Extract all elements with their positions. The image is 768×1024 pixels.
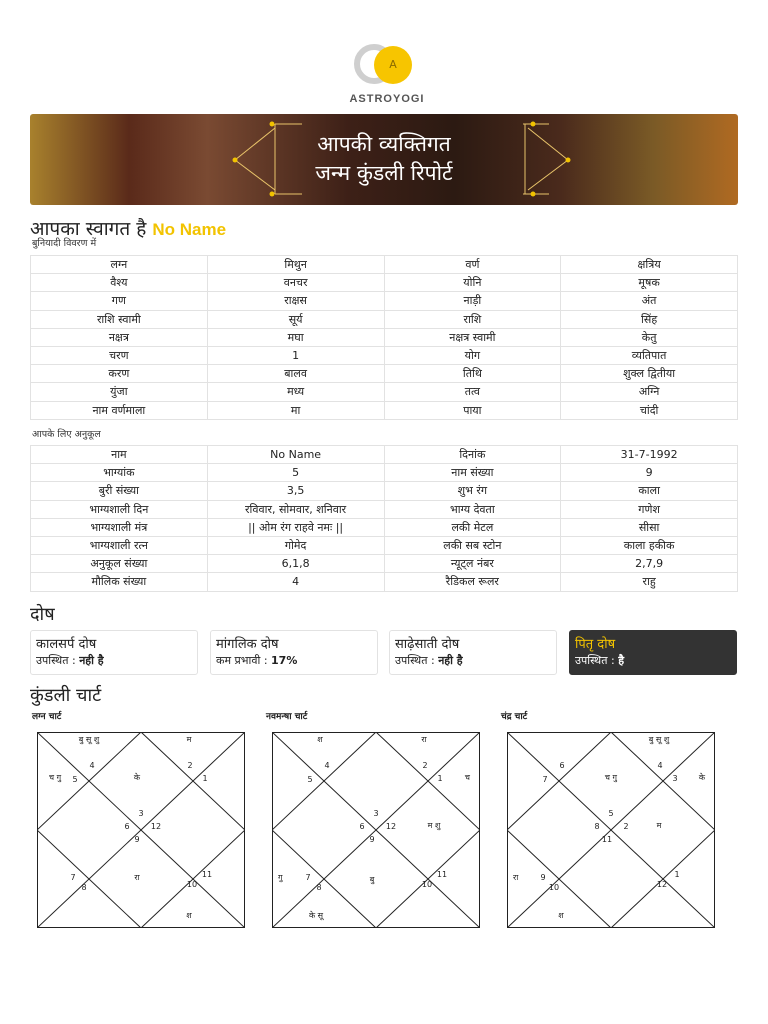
- favorable-row: [31, 446, 738, 464]
- house-number: 9: [540, 873, 546, 882]
- planet-label: गु: [278, 873, 283, 882]
- dosha-name: कालसर्प दोष: [36, 637, 97, 652]
- table-label-cell: वर्ण: [384, 256, 561, 274]
- table-label-cell: अनुकूल संख्या: [31, 555, 208, 573]
- table-value-cell: 3,5: [207, 482, 384, 500]
- basic-row: [31, 383, 738, 401]
- logo-sun-icon: A: [374, 46, 412, 84]
- planet-label: म: [656, 821, 662, 830]
- table-label-cell: लग्न: [31, 256, 208, 274]
- planet-label: के: [133, 773, 141, 782]
- house-number: 9: [134, 835, 140, 844]
- house-number: 6: [359, 822, 365, 831]
- basic-row: [31, 365, 738, 383]
- planet-label: रा: [134, 873, 140, 882]
- house-number: 2: [422, 761, 428, 770]
- report-banner: [30, 114, 738, 205]
- basic-row: [31, 256, 738, 274]
- table-label-cell: करण: [31, 365, 208, 383]
- dosha-status: उपस्थित : नही है: [36, 654, 104, 667]
- favorable-row: [31, 518, 738, 536]
- dosha-card-pitra: [569, 630, 737, 675]
- house-number: 3: [373, 809, 379, 818]
- table-label-cell: बुरी संख्या: [31, 482, 208, 500]
- planet-label: च: [464, 773, 470, 782]
- banner-title-line1: आपकी व्यक्तिगत: [317, 132, 451, 156]
- table-value-cell: 5: [207, 464, 384, 482]
- table-label-cell: भाग्यशाली मंत्र: [31, 518, 208, 536]
- house-number: 5: [307, 775, 313, 784]
- astroyogi-logo: [340, 44, 430, 106]
- house-number: 11: [201, 870, 213, 879]
- table-label-cell: शुभ रंग: [384, 482, 561, 500]
- table-label-cell: दिनांक: [384, 446, 561, 464]
- dosha-card-sadesati: [389, 630, 557, 675]
- planet-label: के: [698, 773, 705, 782]
- basic-row: [31, 328, 738, 346]
- table-value-cell: अंत: [561, 292, 738, 310]
- navamsha-chart: [272, 732, 480, 928]
- chandra-chart-title: चंद्र चार्ट: [501, 712, 528, 722]
- brand-name: ASTROYOGI: [349, 93, 425, 105]
- basic-row: [31, 274, 738, 292]
- planet-label: म: [186, 735, 192, 744]
- table-label-cell: नाम वर्णमाला: [31, 401, 208, 419]
- planet-label: च गु: [604, 773, 618, 782]
- table-label-cell: नक्षत्र स्वामी: [384, 328, 561, 346]
- table-label-cell: युंजा: [31, 383, 208, 401]
- house-number: 12: [656, 880, 668, 889]
- table-label-cell: भाग्य देवता: [384, 500, 561, 518]
- welcome-greeting: आपका स्वागत है: [30, 218, 147, 240]
- table-value-cell: 2,7,9: [561, 555, 738, 573]
- planet-label: बु सू शु: [648, 735, 670, 744]
- table-value-cell: No Name: [207, 446, 384, 464]
- planet-label: रा: [513, 873, 519, 882]
- table-value-cell: 31-7-1992: [561, 446, 738, 464]
- house-number: 1: [202, 774, 208, 783]
- table-value-cell: बालव: [207, 365, 384, 383]
- house-number: 12: [385, 822, 397, 831]
- table-label-cell: नाम: [31, 446, 208, 464]
- table-value-cell: मिथुन: [207, 256, 384, 274]
- table-value-cell: मध्य: [207, 383, 384, 401]
- kundli-section-title: कुंडली चार्ट: [30, 685, 102, 706]
- dosha-card-manglik: [210, 630, 378, 675]
- house-number: 4: [324, 761, 330, 770]
- table-label-cell: चरण: [31, 346, 208, 364]
- house-number: 7: [70, 873, 76, 882]
- house-number: 11: [601, 835, 613, 844]
- table-label-cell: तत्व: [384, 383, 561, 401]
- basic-row: [31, 401, 738, 419]
- table-label-cell: राशि स्वामी: [31, 310, 208, 328]
- house-number: 10: [421, 880, 433, 889]
- planet-label: श: [317, 735, 323, 744]
- house-number: 4: [89, 761, 95, 770]
- table-label-cell: योग: [384, 346, 561, 364]
- table-value-cell: गणेश: [561, 500, 738, 518]
- house-number: 9: [369, 835, 375, 844]
- lagna-chart-title: लग्न चार्ट: [32, 712, 62, 722]
- table-value-cell: 6,1,8: [207, 555, 384, 573]
- table-label-cell: योनि: [384, 274, 561, 292]
- basic-row: [31, 346, 738, 364]
- house-number: 10: [186, 880, 198, 889]
- table-label-cell: नाम संख्या: [384, 464, 561, 482]
- table-value-cell: सिंह: [561, 310, 738, 328]
- table-label-cell: लकी मेटल: [384, 518, 561, 536]
- dosha-status: उपस्थित : है: [575, 654, 625, 667]
- house-number: 7: [542, 775, 548, 784]
- house-number: 5: [72, 775, 78, 784]
- table-value-cell: व्यतिपात: [561, 346, 738, 364]
- house-number: 11: [436, 870, 448, 879]
- table-value-cell: केतु: [561, 328, 738, 346]
- dosha-card-kalsarp: [30, 630, 198, 675]
- table-value-cell: राक्षस: [207, 292, 384, 310]
- user-name: No Name: [152, 220, 227, 239]
- table-value-cell: सूर्य: [207, 310, 384, 328]
- favorable-row: [31, 536, 738, 554]
- table-value-cell: चांदी: [561, 401, 738, 419]
- house-number: 4: [657, 761, 663, 770]
- table-value-cell: मघा: [207, 328, 384, 346]
- favorable-row: [31, 464, 738, 482]
- basic-details-caption: बुनियादी विवरण में: [32, 238, 97, 249]
- table-value-cell: 4: [207, 573, 384, 591]
- dosha-section-title: दोष: [30, 604, 55, 625]
- basic-details-table: [30, 255, 738, 420]
- table-value-cell: शुक्ल द्वितीया: [561, 365, 738, 383]
- dosha-status: कम प्रभावी : 17%: [216, 654, 298, 667]
- table-value-cell: गोमेद: [207, 536, 384, 554]
- table-label-cell: भाग्यशाली दिन: [31, 500, 208, 518]
- table-label-cell: मौलिक संख्या: [31, 573, 208, 591]
- favorable-row: [31, 555, 738, 573]
- house-number: 3: [672, 774, 678, 783]
- house-number: 1: [437, 774, 443, 783]
- favorable-row: [31, 573, 738, 591]
- lagna-chart: [37, 732, 245, 928]
- favorable-caption: आपके लिए अनुकूल: [32, 429, 101, 440]
- house-number: 1: [674, 870, 680, 879]
- house-number: 6: [124, 822, 130, 831]
- table-label-cell: भाग्यांक: [31, 464, 208, 482]
- planet-label: के सू: [308, 911, 324, 920]
- planet-label: च गु: [49, 773, 62, 782]
- dosha-status: उपस्थित : नही है: [395, 654, 463, 667]
- table-value-cell: काला हकीक: [561, 536, 738, 554]
- table-value-cell: राहु: [561, 573, 738, 591]
- table-value-cell: रविवार, सोमवार, शनिवार: [207, 500, 384, 518]
- chandra-chart: [507, 732, 715, 928]
- table-label-cell: रैडिकल रूलर: [384, 573, 561, 591]
- favorable-row: [31, 500, 738, 518]
- table-label-cell: राशि: [384, 310, 561, 328]
- navamsha-chart-title: नवमन्षा चार्ट: [266, 712, 308, 722]
- table-label-cell: तिथि: [384, 365, 561, 383]
- planet-label: बु सू शु: [78, 735, 100, 744]
- table-label-cell: भाग्यशाली रत्न: [31, 536, 208, 554]
- table-label-cell: वैश्य: [31, 274, 208, 292]
- house-number: 10: [548, 883, 560, 892]
- table-label-cell: गण: [31, 292, 208, 310]
- planet-label: श: [558, 911, 564, 920]
- house-number: 12: [150, 822, 162, 831]
- table-label-cell: लकी सब स्टोन: [384, 536, 561, 554]
- dosha-name: साढ़ेसाती दोष: [395, 637, 460, 652]
- favorable-table: [30, 445, 738, 592]
- house-number: 7: [305, 873, 311, 882]
- dosha-name: पितृ दोष: [575, 637, 616, 652]
- house-number: 5: [608, 809, 614, 818]
- house-number: 6: [559, 761, 565, 770]
- planet-label: रा: [421, 735, 427, 744]
- house-number: 8: [316, 883, 322, 892]
- planet-label: श: [186, 911, 192, 920]
- house-number: 2: [187, 761, 193, 770]
- planet-label: बु: [369, 875, 375, 884]
- table-value-cell: क्षत्रिय: [561, 256, 738, 274]
- table-label-cell: नक्षत्र: [31, 328, 208, 346]
- dosha-name: मांगलिक दोष: [216, 637, 279, 652]
- basic-row: [31, 292, 738, 310]
- favorable-row: [31, 482, 738, 500]
- table-label-cell: न्यूट्ल नंबर: [384, 555, 561, 573]
- house-number: 2: [623, 822, 629, 831]
- house-number: 8: [594, 822, 600, 831]
- basic-row: [31, 310, 738, 328]
- house-number: 8: [81, 883, 87, 892]
- table-value-cell: वनचर: [207, 274, 384, 292]
- banner-title-line2: जन्म कुंडली रिपोर्ट: [315, 161, 453, 185]
- table-value-cell: 9: [561, 464, 738, 482]
- table-value-cell: मा: [207, 401, 384, 419]
- table-value-cell: मूषक: [561, 274, 738, 292]
- table-value-cell: || ओम रंग राहवे नमः ||: [207, 518, 384, 536]
- table-value-cell: काला: [561, 482, 738, 500]
- table-label-cell: नाड़ी: [384, 292, 561, 310]
- planet-label: म शु: [427, 821, 441, 830]
- table-value-cell: सीसा: [561, 518, 738, 536]
- table-label-cell: पाया: [384, 401, 561, 419]
- house-number: 3: [138, 809, 144, 818]
- table-value-cell: 1: [207, 346, 384, 364]
- table-value-cell: अग्नि: [561, 383, 738, 401]
